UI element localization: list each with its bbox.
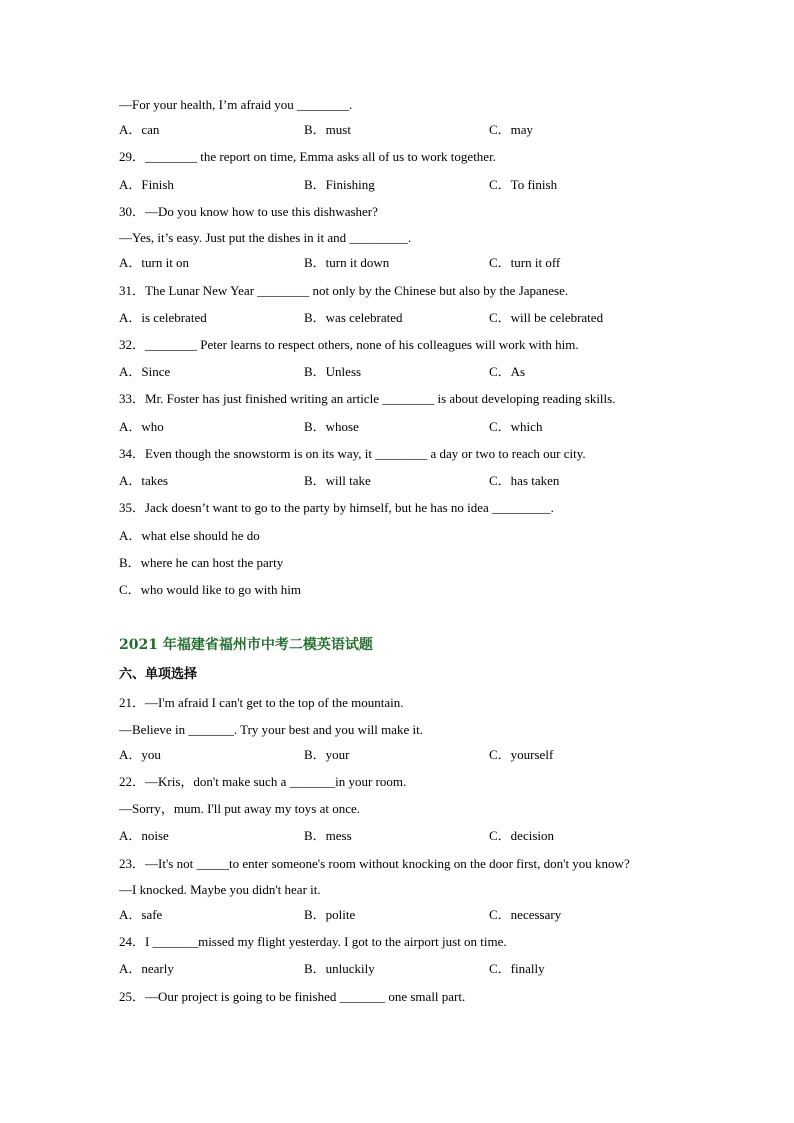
q34-option-a[interactable]: A．takes bbox=[119, 473, 169, 488]
q33-question: 33．Mr. Foster has just finished writing an article ________ is about developing reading skills. bbox=[119, 391, 616, 406]
q23-question: 23．—It's not _____to enter someone's room without knocking on the door first, don't you know? bbox=[119, 856, 630, 871]
q34-option-b[interactable]: B．will take bbox=[304, 473, 371, 488]
q21-response: —Believe in _______. Try your best and you will make it. bbox=[119, 722, 424, 737]
q24-option-c[interactable]: C．finally bbox=[489, 961, 545, 976]
q33-option-b[interactable]: B．whose bbox=[304, 419, 359, 434]
exam-title: 2021 年福建省福州市中考二模英语试题 bbox=[119, 637, 373, 653]
q33-option-a[interactable]: A．who bbox=[119, 419, 164, 434]
q31-option-b[interactable]: B．was celebrated bbox=[304, 310, 403, 325]
q32-option-a[interactable]: A．Since bbox=[119, 364, 171, 379]
q35-option-b[interactable]: B．where he can host the party bbox=[119, 555, 284, 570]
q32-question: 32．________ Peter learns to respect others, none of his colleagues will work with him. bbox=[119, 337, 579, 352]
q31-option-a[interactable]: A．is celebrated bbox=[119, 310, 207, 325]
q24-option-a[interactable]: A．nearly bbox=[119, 961, 174, 976]
q31-question: 31．The Lunar New Year ________ not only by the Chinese but also by the Japanese. bbox=[119, 283, 569, 298]
q21-option-a[interactable]: A．you bbox=[119, 747, 161, 762]
q30-question: 30．—Do you know how to use this dishwasher? bbox=[119, 204, 378, 219]
q30-option-b[interactable]: B．turn it down bbox=[304, 255, 390, 270]
q21-option-b[interactable]: B．your bbox=[304, 747, 350, 762]
q22-option-b[interactable]: B．mess bbox=[304, 828, 352, 843]
q22-option-a[interactable]: A．noise bbox=[119, 828, 169, 843]
q28-option-c[interactable]: C．may bbox=[489, 122, 534, 137]
q31-option-c[interactable]: C．will be celebrated bbox=[489, 310, 604, 325]
q29-option-c[interactable]: C．To finish bbox=[489, 177, 558, 192]
q25-question: 25．—Our project is going to be finished _______ one small part. bbox=[119, 989, 466, 1004]
section-subtitle: 六、单项选择 bbox=[119, 667, 198, 682]
q21-option-c[interactable]: C．yourself bbox=[489, 747, 554, 762]
q22-response: —Sorry，mum. I'll put away my toys at once. bbox=[119, 801, 361, 816]
q34-option-c[interactable]: C．has taken bbox=[489, 473, 560, 488]
q28-option-a[interactable]: A．can bbox=[119, 122, 160, 137]
q29-option-a[interactable]: A．Finish bbox=[119, 177, 174, 192]
q23-option-b[interactable]: B．polite bbox=[304, 907, 356, 922]
q22-question: 22．—Kris，don't make such a _______in your room. bbox=[119, 774, 407, 789]
q23-option-c[interactable]: C．necessary bbox=[489, 907, 562, 922]
q24-option-b[interactable]: B．unluckily bbox=[304, 961, 375, 976]
q28-option-b[interactable]: B．must bbox=[304, 122, 351, 137]
q32-option-c[interactable]: C．As bbox=[489, 364, 526, 379]
q34-question: 34．Even though the snowstorm is on its way, it ________ a day or two to reach our city. bbox=[119, 446, 586, 461]
q35-option-a[interactable]: A．what else should he do bbox=[119, 528, 260, 543]
q23-response: —I knocked. Maybe you didn't hear it. bbox=[119, 882, 321, 897]
q21-question: 21．—I'm afraid I can't get to the top of the mountain. bbox=[119, 695, 404, 710]
q29-option-b[interactable]: B．Finishing bbox=[304, 177, 375, 192]
q29-question: 29．________ the report on time, Emma asks all of us to work together. bbox=[119, 149, 496, 164]
q35-question: 35．Jack doesn’t want to go to the party by himself, but he has no idea _________. bbox=[119, 500, 554, 515]
q22-option-c[interactable]: C．decision bbox=[489, 828, 554, 843]
q33-option-c[interactable]: C．which bbox=[489, 419, 543, 434]
q30-option-c[interactable]: C．turn it off bbox=[489, 255, 561, 270]
q24-question: 24．I _______missed my flight yesterday. I got to the airport just on time. bbox=[119, 934, 507, 949]
q30-option-a[interactable]: A．turn it on bbox=[119, 255, 190, 270]
q35-option-c[interactable]: C．who would like to go with him bbox=[119, 582, 302, 597]
q23-option-a[interactable]: A．safe bbox=[119, 907, 163, 922]
q30-response: —Yes, it’s easy. Just put the dishes in it and _________. bbox=[119, 230, 412, 245]
q32-option-b[interactable]: B．Unless bbox=[304, 364, 362, 379]
q28-response: —For your health, I’m afraid you ________. bbox=[119, 97, 353, 112]
